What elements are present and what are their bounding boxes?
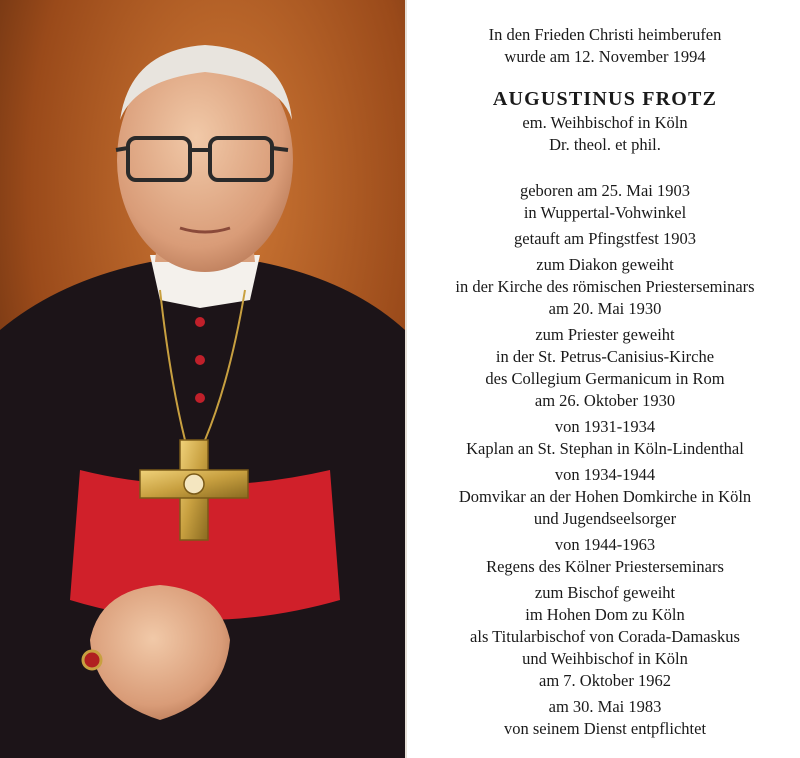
bio-priest xyxy=(410,324,800,412)
bio-line: Regens des Kölner Priesterseminars xyxy=(486,557,724,576)
bio-line: von 1944-1963 xyxy=(554,535,656,554)
bio-line: am 20. Mai 1930 xyxy=(548,299,662,318)
deceased-titles xyxy=(410,112,800,156)
bio-birth xyxy=(410,180,800,224)
death-date-line: wurde am 12. November 1994 xyxy=(504,47,706,66)
bio-line: zum Bischof geweiht xyxy=(534,583,676,602)
bio-line: von 1934-1944 xyxy=(554,465,656,484)
bio-line: Domvikar an der Hohen Domkirche in Köln xyxy=(458,487,752,506)
bio-line: in der Kirche des römischen Priesterseminars xyxy=(455,277,755,296)
bio-line: am 26. Oktober 1930 xyxy=(534,391,676,410)
title-line: em. Weihbischof in Köln xyxy=(522,113,688,132)
bio-line: und Jugendseelsorger xyxy=(533,509,677,528)
bio-line: geboren am 25. Mai 1903 xyxy=(519,181,690,200)
deceased-name: AUGUSTINUS FROTZ xyxy=(492,88,718,110)
bio-baptism xyxy=(410,228,800,250)
bio-vicar xyxy=(410,464,800,530)
biography xyxy=(410,180,800,740)
bio-line: im Hohen Dom zu Köln xyxy=(525,605,685,624)
bio-deacon xyxy=(410,254,800,320)
bio-retirement xyxy=(410,696,800,740)
death-notice-line: In den Frieden Christi heimberufen xyxy=(488,25,722,44)
memorial-text xyxy=(410,0,800,758)
bio-line: am 30. Mai 1983 xyxy=(548,697,662,716)
death-notice xyxy=(410,24,800,68)
bishop-ring xyxy=(83,651,101,669)
bio-line: Kaplan an St. Stephan in Köln-Lindenthal xyxy=(466,439,744,458)
bio-bishop xyxy=(410,582,800,692)
bio-regens xyxy=(410,534,800,578)
bio-line: am 7. Oktober 1962 xyxy=(539,671,671,690)
bio-line: von seinem Dienst entpflichtet xyxy=(503,719,707,738)
degree-line: Dr. theol. et phil. xyxy=(549,135,661,154)
bio-line: in Wuppertal-Vohwinkel xyxy=(523,203,687,222)
bio-line: zum Diakon geweiht xyxy=(536,255,674,274)
bio-line: in der St. Petrus-Canisius-Kirche xyxy=(495,347,715,366)
fold-divider xyxy=(405,0,407,758)
bio-line: getauft am Pfingstfest 1903 xyxy=(514,229,696,248)
bio-line: als Titularbischof von Corada-Damaskus xyxy=(470,627,740,646)
bio-line: des Collegium Germanicum in Rom xyxy=(485,369,725,388)
bio-line: zum Priester geweiht xyxy=(535,325,675,344)
bio-line: und Weihbischof in Köln xyxy=(522,649,688,668)
bio-chaplain xyxy=(410,416,800,460)
bio-line: von 1931-1934 xyxy=(554,417,656,436)
